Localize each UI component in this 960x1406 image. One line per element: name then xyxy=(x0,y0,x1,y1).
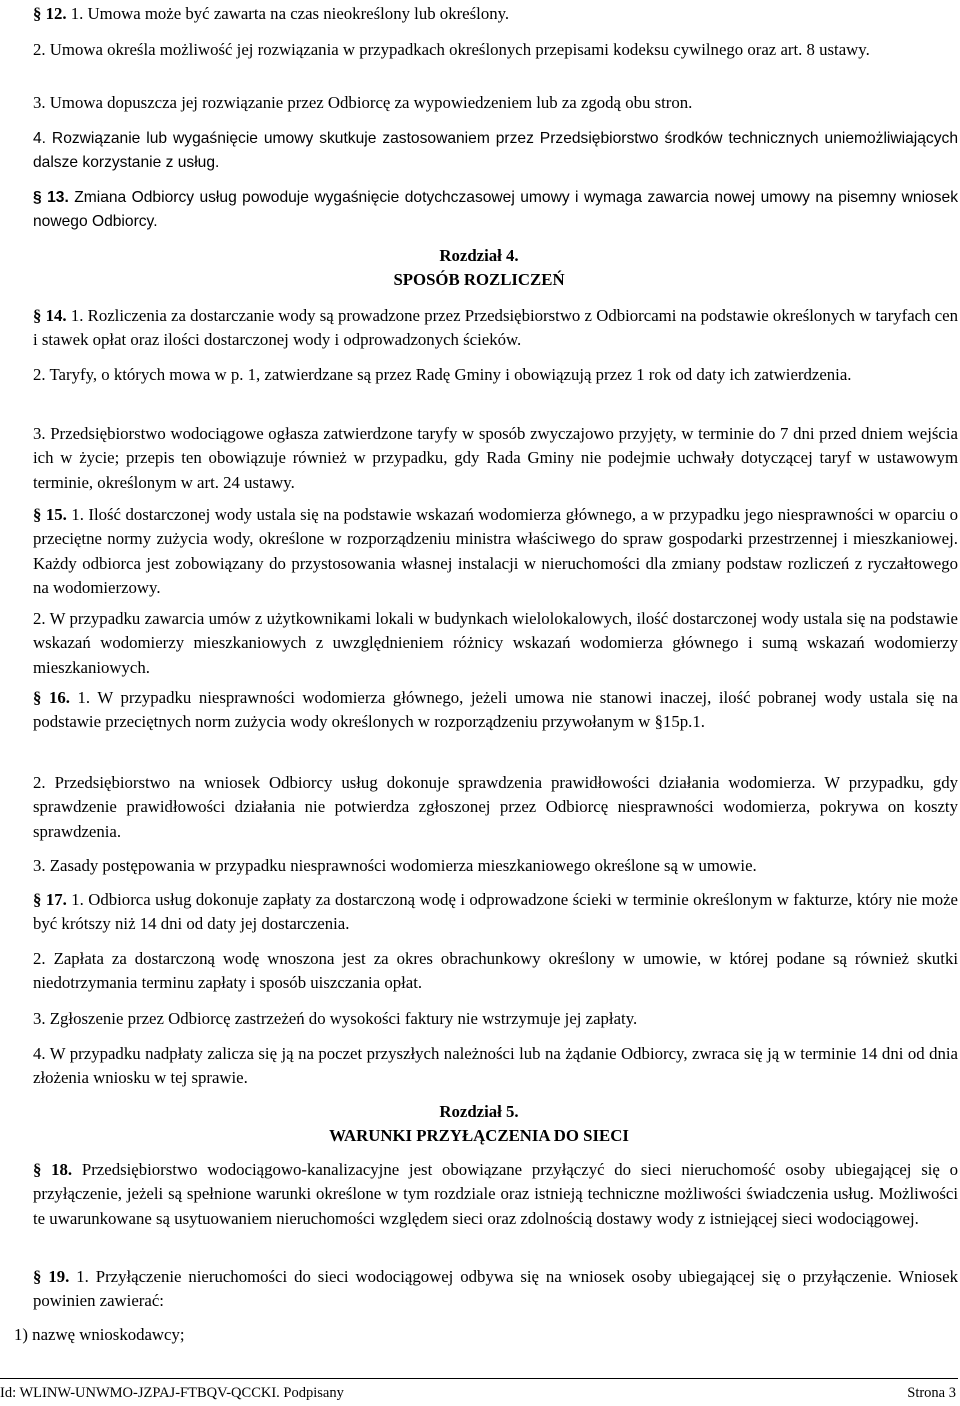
paragraph-16-2: 2. Przedsiębiorstwo na wniosek Odbiorcy usług dokonuje sprawdzenia prawidłowości działania wodomierza. W przypadku, gdy sprawdzenie prawidłowości działania nie potwierdza zgłoszonej przez Odbiorcę niesprawności wodomierza, pokrywa on koszty sprawdzenia. xyxy=(33,773,958,841)
footer-divider xyxy=(0,1378,958,1379)
paragraph-18: § 18. Przedsiębiorstwo wodociągowo-kanalizacyjne jest obowiązane przyłączyć do sieci nieruchomość osoby ubiegającej się o przyłączenie, jeżeli są spełnione warunki określone w tym rozdziale oraz istnieją techniczne możliwości świadczenia usług. Możliwości te uwarunkowane są usytuowaniem nieruchomości względem sieci oraz zdolnością dostawy wody z istniejącej sieci wodociągowej. xyxy=(33,1160,958,1228)
paragraph-14-3: 3. Przedsiębiorstwo wodociągowe ogłasza zatwierdzone taryfy w sposób zwyczajowo przyjęty, w terminie do 7 dni przed dniem wejścia ich w życie; przepis ten obowiązuje również w przypadku, gdy Rada Gminy nie podejmie uchwały dotyczącej taryf w ustawowym terminie, określonym w art. 24 ustawy. xyxy=(33,424,958,492)
paragraph-13: § 13. Zmiana Odbiorcy usług powoduje wygaśnięcie dotychczasowej umowy i wymaga zawarcia nowej umowy na pisemny wniosek nowego Odbiorcy. xyxy=(33,189,958,231)
paragraph-14-2: 2. Taryfy, o których mowa w p. 1, zatwierdzane są przez Radę Gminy i obowiązują przez 1 rok od daty ich zatwierdzenia. xyxy=(33,365,852,384)
chapter-4-label: Rozdział 4. xyxy=(439,246,519,265)
paragraph-19-1: § 19. 1. Przyłączenie nieruchomości do sieci wodociągowej odbywa się na wniosek osoby ubiegającej się o przyłączenie. Wniosek powinien zawierać: xyxy=(33,1267,958,1311)
list-item-1: 1) nazwę wnioskodawcy; xyxy=(14,1325,185,1344)
paragraph-15-1: § 15. 1. Ilość dostarczonej wody ustala się na podstawie wskazań wodomierza głównego, a w przypadku jego niesprawności w oparciu o przeciętne normy zużycia wody, określone w rozporządzeniu ministra właściwego do spraw gospodarki przestrzennej i mieszkaniowej. Każdy odbiorca jest zobowiązany do przystosowania własnej instalacji w nieruchomości dla zmiany podstaw rozliczeń z ryczałtowego na wodomierzowy. xyxy=(33,505,958,598)
chapter-5-label: Rozdział 5. xyxy=(439,1102,519,1121)
paragraph-12-4: 4. Rozwiązanie lub wygaśnięcie umowy skutkuje zastosowaniem przez Przedsiębiorstwo środków technicznych uniemożliwiających dalsze korzystanie z usług. xyxy=(33,130,958,172)
paragraph-16-3: 3. Zasady postępowania w przypadku niesprawności wodomierza mieszkaniowego określone są w umowie. xyxy=(33,856,757,875)
page-number: Strona 3 xyxy=(907,1385,956,1401)
paragraph-17-4: 4. W przypadku nadpłaty zalicza się ją na poczet przyszłych należności lub na żądanie Odbiorcy, zwraca się ją w terminie 14 dni od dnia złożenia wniosku w tej sprawie. xyxy=(33,1044,958,1088)
paragraph-17-3: 3. Zgłoszenie przez Odbiorcę zastrzeżeń do wysokości faktury nie wstrzymuje jej zapłaty. xyxy=(33,1009,638,1028)
paragraph-12-2: 2. Umowa określa możliwość jej rozwiązania w przypadkach określonych przepisami kodeksu cywilnego oraz art. 8 ustawy. xyxy=(33,40,870,59)
paragraph-15-2: 2. W przypadku zawarcia umów z użytkownikami lokali w budynkach wielolokalowych, ilość dostarczonej wody ustala się na podstawie wskazań wodomierzy mieszkaniowych z uwzględnieniem różnicy wskazań wodomierza głównego i sumą wskazań wodomierzy mieszkaniowych. xyxy=(33,609,958,677)
paragraph-17-2: 2. Zapłata za dostarczoną wodę wnoszona jest za okres obrachunkowy określony w umowie, w której podane są również skutki niedotrzymania terminu zapłaty i sposób uiszczania opłat. xyxy=(33,949,958,993)
paragraph-12-3: 3. Umowa dopuszcza jej rozwiązanie przez Odbiorcę za wypowiedzeniem lub za zgodą obu stron. xyxy=(33,93,693,112)
chapter-4-title: SPOSÓB ROZLICZEŃ xyxy=(393,270,565,289)
paragraph-14-1: § 14. 1. Rozliczenia za dostarczanie wody są prowadzone przez Przedsiębiorstwo z Odbiorcami na podstawie określonych w taryfach cen i stawek opłat oraz ilości dostarczonej wody i odprowadzonych ścieków. xyxy=(33,306,958,350)
document-id: Id: WLINW-UNWMO-JZPAJ-FTBQV-QCCKI. Podpisany xyxy=(0,1385,344,1401)
paragraph-12-1: § 12. 1. Umowa może być zawarta na czas nieokreślony lub określony. xyxy=(33,4,510,23)
paragraph-16-1: § 16. 1. W przypadku niesprawności wodomierza głównego, jeżeli umowa nie stanowi inaczej, ilość pobranej wody ustala się na podstawie przeciętnych norm zużycia wody określonych w rozporządzeniu przywołanym w §15p.1. xyxy=(33,688,958,732)
paragraph-17-1: § 17. 1. Odbiorca usług dokonuje zapłaty za dostarczoną wodę i odprowadzone ścieki w terminie określonym w fakturze, który nie może być krótszy niż 14 dni od daty jej dostarczenia. xyxy=(33,890,958,934)
chapter-5-title: WARUNKI PRZYŁĄCZENIA DO SIECI xyxy=(329,1126,629,1145)
